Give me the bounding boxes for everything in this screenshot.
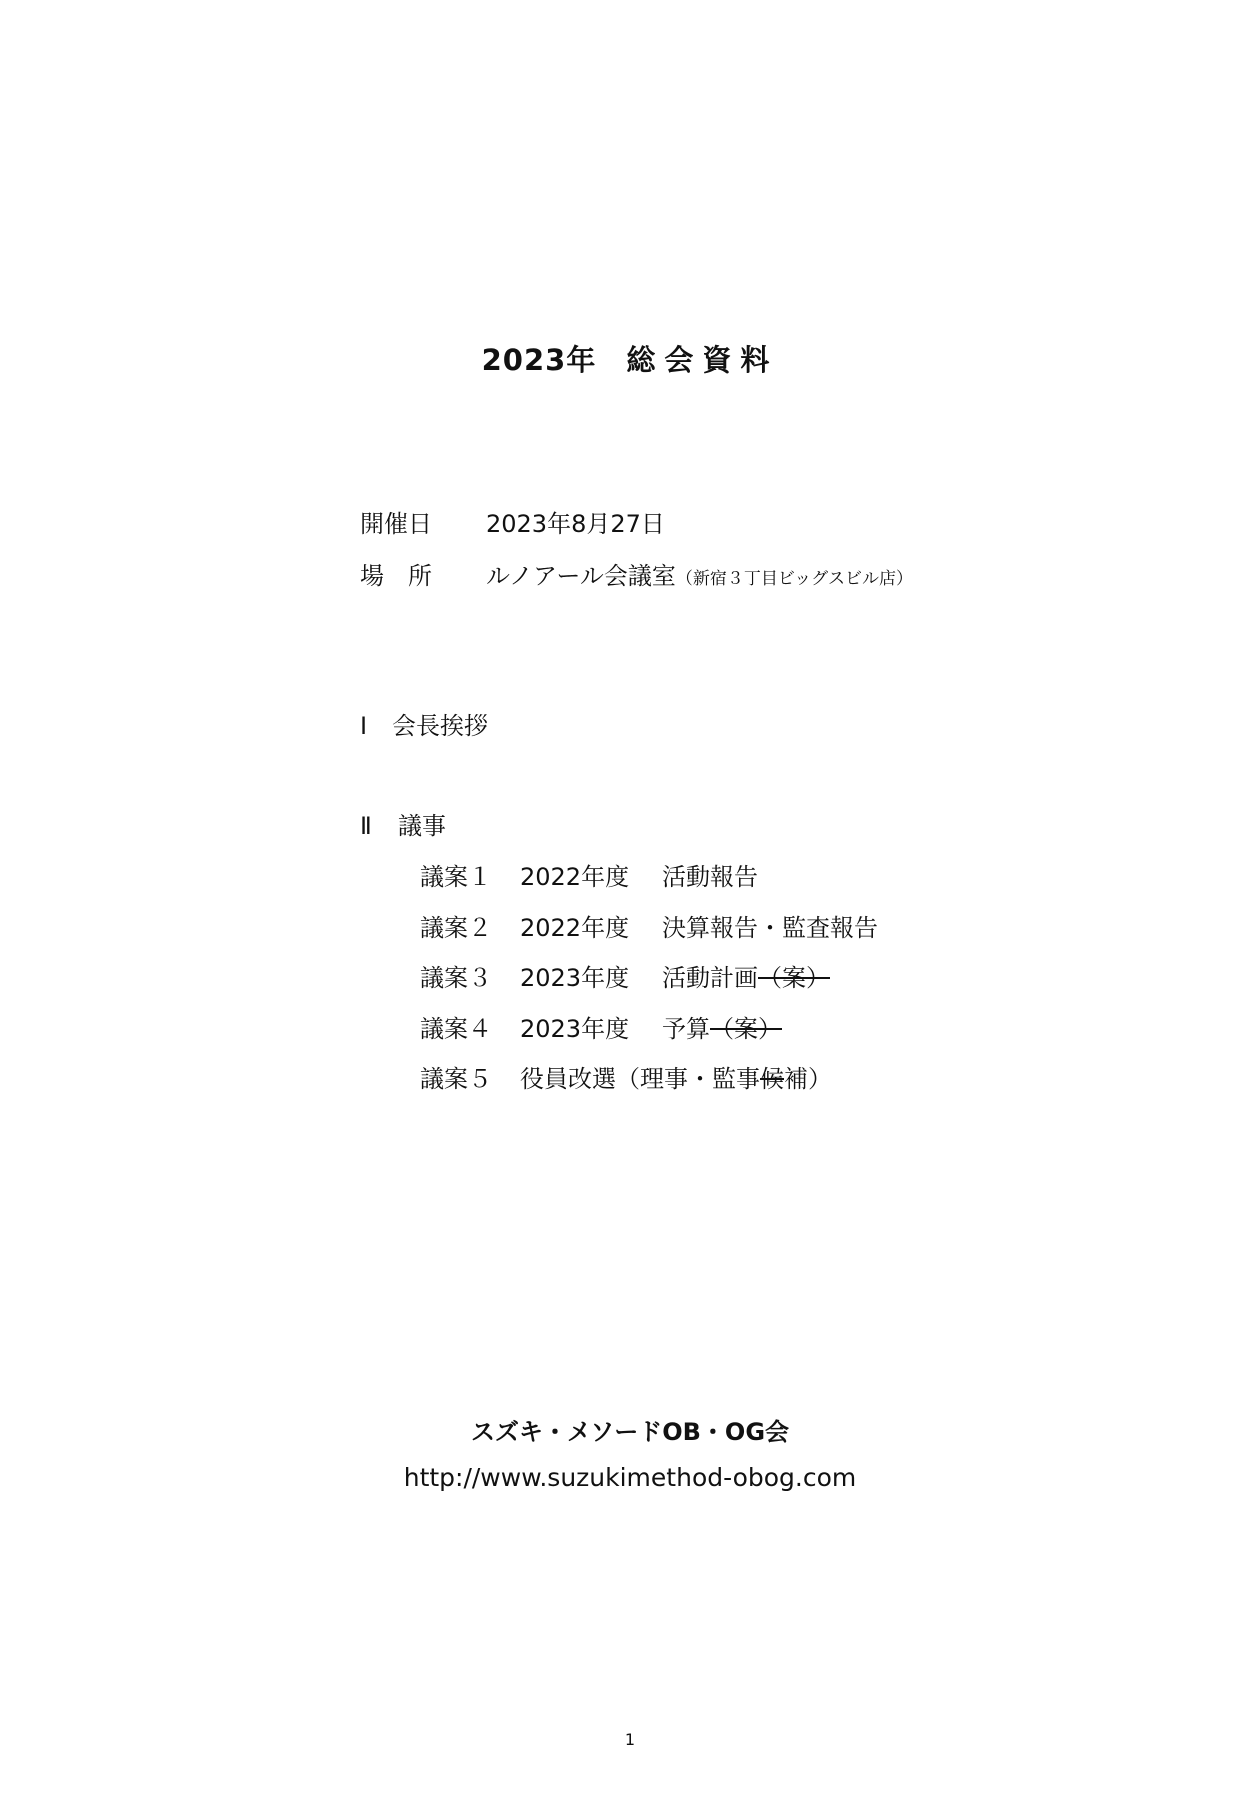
agenda-year: 2022年度 [520, 863, 630, 891]
section-greeting [360, 706, 488, 741]
agenda-id: 議案３ [420, 964, 492, 992]
agenda-year: 2023年度 [520, 964, 630, 992]
agenda-year: 2022年度 [520, 914, 630, 942]
agenda-text: 予算 [662, 1015, 710, 1043]
agenda-id: 議案２ [420, 914, 492, 942]
place-label: 場 所 [360, 562, 432, 590]
title-year: 2023年 [481, 343, 597, 377]
agenda-struck-candidate: 候 [760, 1065, 784, 1093]
meeting-date-row [360, 504, 665, 539]
agenda-text: 活動報告 [662, 863, 758, 891]
title-text: 総会資料 [626, 343, 779, 377]
agenda-item-1 [420, 857, 758, 892]
place-note: （新宿３丁目ビッグスビル店） [675, 569, 913, 589]
agenda-text: 決算報告・監査報告 [662, 914, 878, 942]
agenda-id: 議案５ [420, 1065, 492, 1093]
section-number: Ⅱ [360, 814, 372, 840]
agenda-text-after: 補） [784, 1065, 832, 1093]
section-label: 会長挨拶 [392, 712, 488, 740]
agenda-struck-draft: （案） [758, 964, 830, 992]
meeting-place-row [360, 556, 913, 591]
agenda-id: 議案４ [420, 1015, 492, 1043]
place-value: ルノアール会議室 [486, 562, 676, 590]
date-value: 2023年8月27日 [486, 510, 665, 538]
organization-url: http://www.suzukimethod-obog.com [403, 1463, 857, 1492]
agenda-item-5 [420, 1059, 832, 1094]
agenda-id: 議案１ [420, 863, 492, 891]
page-number: 1 [624, 1730, 636, 1749]
agenda-text-before: 役員改選（理事・監事 [520, 1065, 760, 1093]
organization-name: スズキ・メソードOB・OG会 [470, 1418, 790, 1446]
agenda-struck-draft: （案） [710, 1015, 782, 1043]
date-label: 開催日 [360, 510, 432, 538]
agenda-item-2 [420, 908, 878, 943]
agenda-item-4 [420, 1009, 782, 1044]
agenda-item-3 [420, 958, 830, 993]
document-title [0, 338, 1260, 379]
section-proceedings [360, 806, 446, 841]
agenda-text: 活動計画 [662, 964, 758, 992]
agenda-year: 2023年度 [520, 1015, 630, 1043]
section-number: Ⅰ [360, 714, 368, 740]
section-label: 議事 [398, 812, 446, 840]
